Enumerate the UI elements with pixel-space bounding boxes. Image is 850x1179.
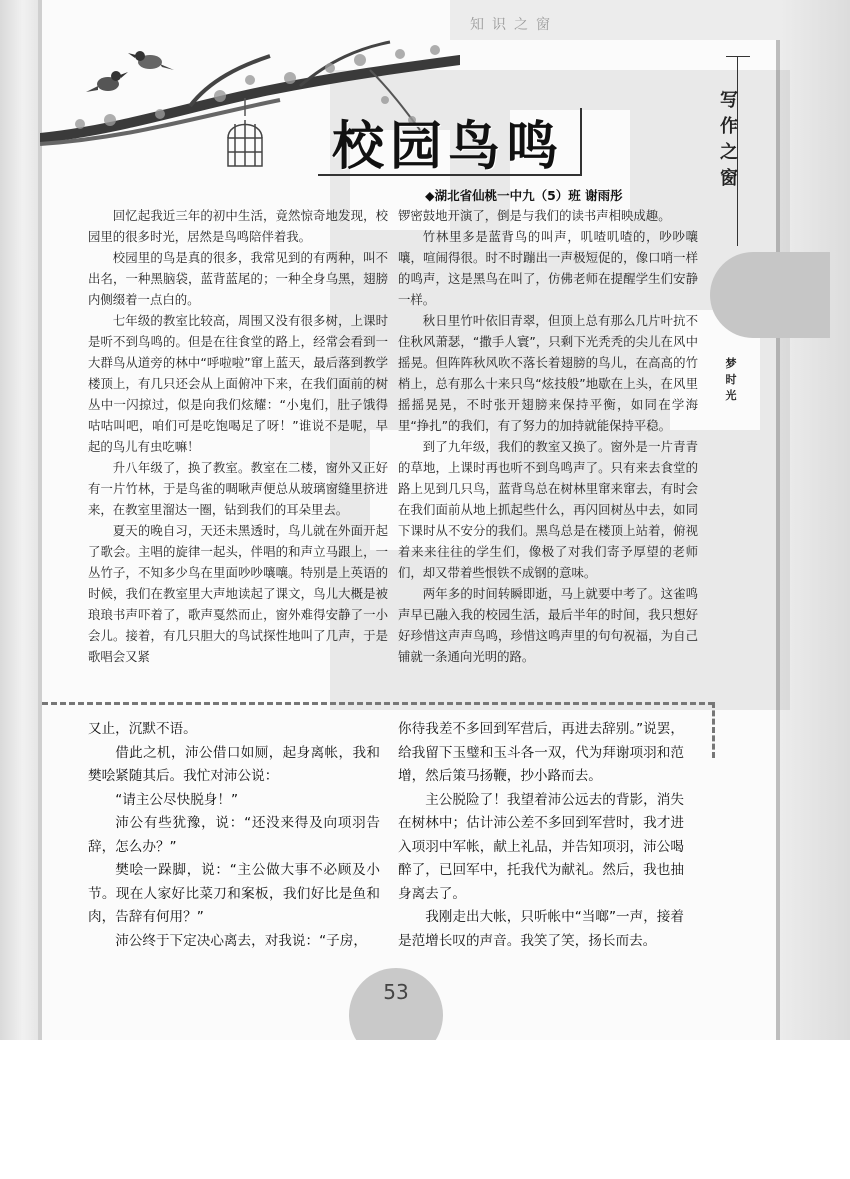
section-divider (42, 702, 714, 705)
paragraph: “请主公尽快脱身！” (115, 791, 239, 808)
paragraph: 又止，沉默不语。 (88, 721, 197, 737)
paragraph: 主公脱险了！我望着沛公远去的背影，消失在树林中；估计沛公差不多回到军营时，我才进入项羽中军帐，献上礼品，并告知项羽，沛公喝醉了，已回军中，托我代为献礼。然后，我也抽身离去了。 (398, 791, 684, 902)
bird-icon (86, 71, 128, 92)
paragraph: 我刚走出大帐，只听帐中“当啷”一声，接着是范增长叹的声音。我笑了笑，扬长而去。 (398, 909, 684, 949)
article-column-left (88, 205, 388, 667)
article-title: 校园鸟鸣 (332, 117, 565, 177)
paragraph: 竹林里多是蓝背鸟的叫声，叽喳叽喳的，吵吵嚷嚷，喧闹得很。时不时蹦出一声极短促的，像口哨一样的鸣声，这是黑鸟在叫了，仿佛老师在提醒学生们安静一样。 (398, 229, 698, 307)
paragraph: 到了九年级，我们的教室又换了。窗外是一片青青的草地，上课时再也听不到鸟鸣声了。只有来去食堂的路上见到几只鸟，蓝背鸟总在树林里窜来窜去，有时会在我们面前从地上抓起些什么，再闪回树丛中去，如同下课时从不安分的我们。黑鸟总是在楼顶上站着，俯视着来来往往的学生们，像极了对我们寄予厚望的老师们，却又带着些恨铁不成钢的意味。 (398, 439, 698, 580)
paragraph: 你待我差不多回到军营后，再进去辞别。”说罢，给我留下玉璧和玉斗各一双，代为拜谢项羽和范增，然后策马扬鞭，抄小路而去。 (398, 721, 684, 784)
section-tab (710, 252, 830, 338)
paragraph: 升八年级了，换了教室。教室在二楼，窗外又正好有一片竹林，于是鸟雀的啁啾声便总从玻璃窗缝里挤进来，在教室里溜达一圈，钻到我们的耳朵里去。 (88, 460, 388, 517)
next-page-edge (780, 0, 850, 1040)
header-band-text: 知识之窗 (470, 17, 558, 33)
paragraph: 借此之机，沛公借口如厕，起身离帐，我和樊哙紧随其后。我忙对沛公说： (88, 744, 380, 784)
paragraph: 校园里的鸟是真的很多，我常见到的有两种，叫不出名，一种黑脑袋，蓝背蓝尾的；一种全身乌黑，翅膀内侧缀着一点白的。 (88, 250, 388, 307)
paragraph: 两年多的时间转瞬即逝，马上就要中考了。这雀鸣声早已融入我的校园生活，最后半年的时间，我只想好好珍惜这声声鸟鸣，珍惜这鸣声里的句句祝福，为自己铺就一条通向光明的路。 (398, 586, 698, 664)
column-label-tick (726, 56, 750, 57)
article-column-right (398, 205, 698, 667)
continuation-column-right (398, 718, 684, 953)
paragraph: 秋日里竹叶依旧青翠，但顶上总有那么几片叶抗不住秋风萧瑟，“撒手人寰”，只剩下光秃秃的尖儿在风中摇晃。但阵阵秋风吹不落长着翅膀的鸟儿，在高高的竹梢上，总有那么十来只鸟“炫技般”地歇在上头，在风里摇摇晃晃，不时张开翅膀来保持平衡，如同在学海里“挣扎”的我们，有了努力的加持就能保持平稳。 (398, 313, 698, 433)
column-label: 写作之窗 (720, 90, 738, 189)
continuation-column-left (88, 718, 380, 953)
page-bottom-margin (0, 1040, 850, 1179)
paragraph: 七年级的教室比较高，周围又没有很多树，上课时是听不到鸟鸣的。但是在往食堂的路上，经常会看到一大群鸟从道旁的林中“呼啦啦”窜上蓝天，最后落到教学楼顶上，有几只还会从上面俯冲下来，在我们面前的树丛中一闪掠过，似是向我们炫耀：“小鬼们，肚子饿得咕咕叫吧，咱们可是吃饱喝足了呀！”谁说不是呢，早起的鸟儿有虫吃嘛！ (88, 313, 388, 454)
page-number: 53 (383, 980, 409, 1004)
paragraph: 锣密鼓地开演了，倒是与我们的读书声相映成趣。 (398, 208, 671, 223)
paragraph: 樊哙一跺脚，说：“主公做大事不必顾及小节。现在人家好比菜刀和案板，我们好比是鱼和肉，告辞有何用？” (88, 862, 380, 925)
advisor-name: 梦时光 (725, 357, 737, 402)
book-spine-shadow (0, 0, 38, 1040)
section-divider-corner (712, 702, 715, 758)
paragraph: 沛公有些犹豫，说：“还没来得及向项羽告辞，怎么办？” (88, 815, 380, 855)
paragraph: 沛公终于下定决心离去，对我说：“子房， (115, 932, 367, 949)
article-byline: ◆湖北省仙桃一中九（5）班 谢雨彤 (425, 188, 623, 203)
paragraph: 夏天的晚自习，天还未黑透时，鸟儿就在外面开起了歌会。主唱的旋律一起头，伴唱的和声立马跟上，一丛竹子，不知多少鸟在里面吵吵嚷嚷。特别是上英语的时候，我们在教室里大声地读起了课文，鸟儿大概是被琅琅书声吓着了，歌声戛然而止，窗外难得安静了一小会儿。接着，有几只胆大的鸟试探性地叫了几声，于是歌唱会又紧 (88, 523, 388, 664)
birdcage-icon (228, 120, 262, 166)
paragraph: 回忆起我近三年的初中生活，竟然惊奇地发现，校园里的很多时光，居然是鸟鸣陪伴着我。 (88, 208, 388, 244)
bird-icon (128, 51, 174, 70)
